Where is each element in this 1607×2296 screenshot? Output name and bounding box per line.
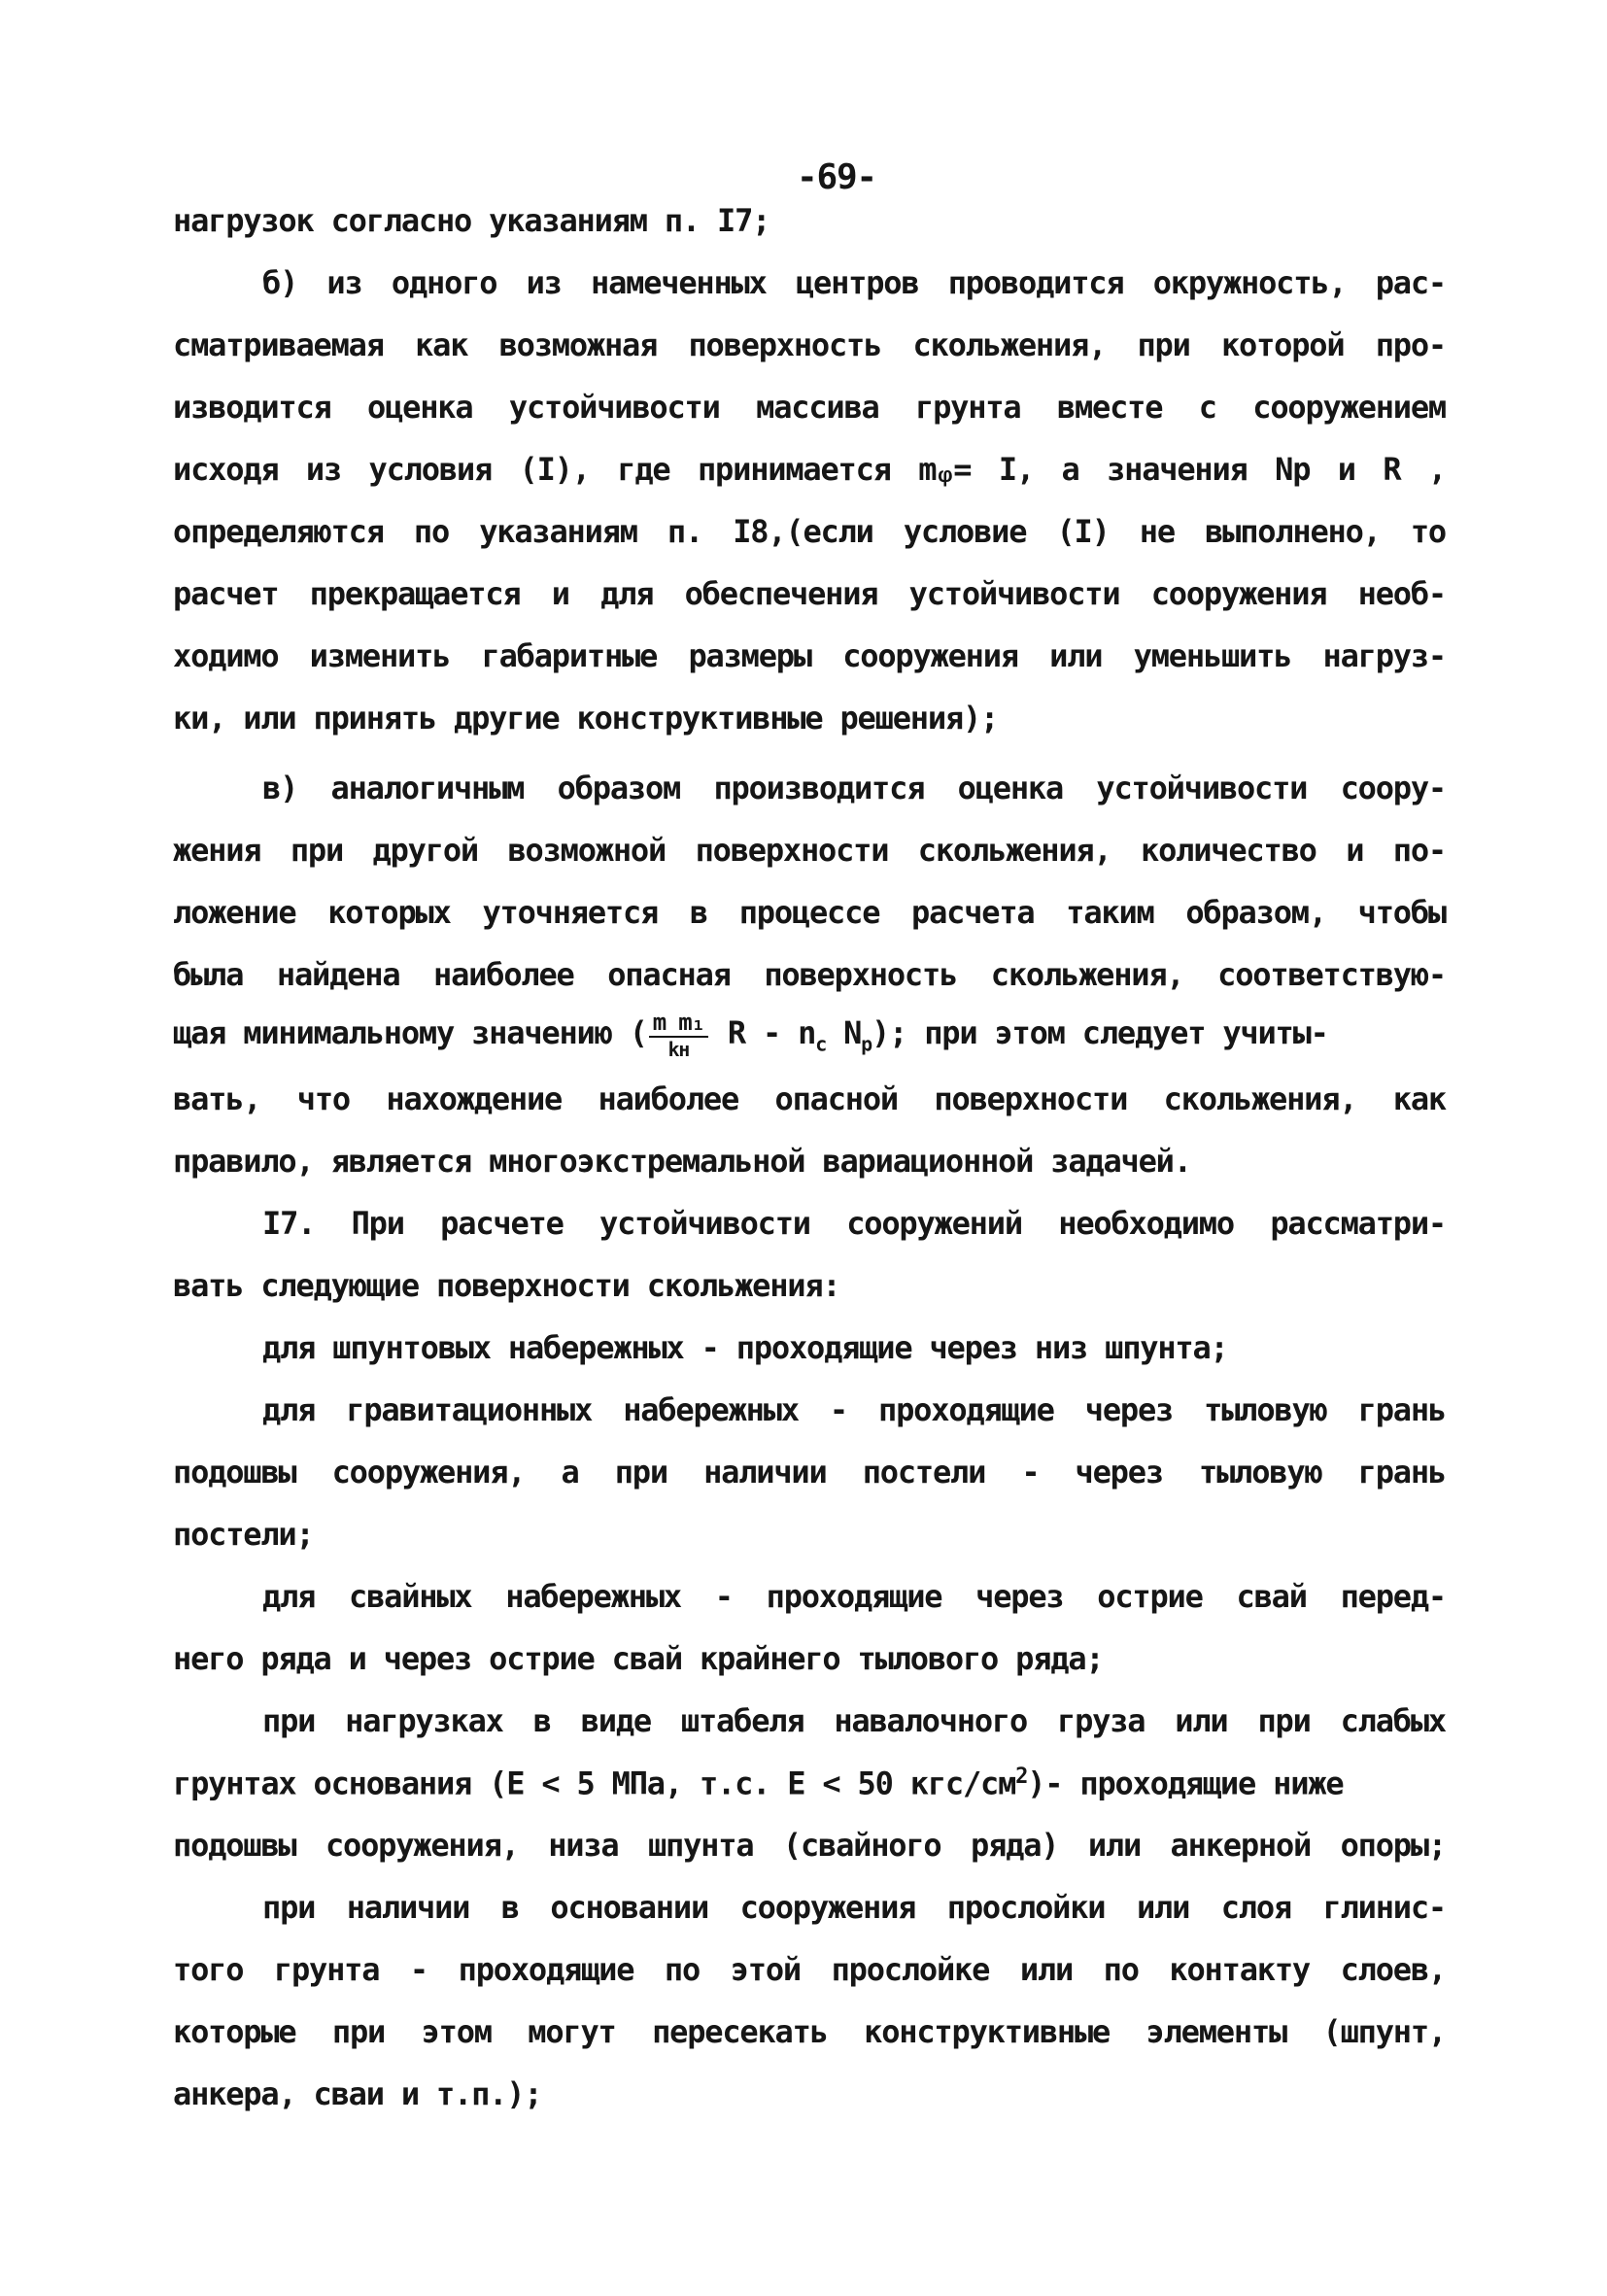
formula-text: R - n — [709, 1014, 816, 1051]
formula-text: N — [826, 1014, 862, 1051]
text-line: которые при этом могут пересекать конструктивные элементы (шпунт, — [173, 2013, 1446, 2050]
text-line: для гравитационных набережных - проходящие через тыловую грань — [262, 1391, 1446, 1428]
text-line: того грунта - проходящие по этой прослойке или по контакту слоев, — [173, 1951, 1446, 1988]
text-line: постели; — [173, 1516, 314, 1553]
text-line — [173, 1765, 1446, 1802]
text-line: исходя из условия (I), где принимается mᵩ= I, а значения Np и R , — [173, 451, 1446, 488]
text-line: б) из одного из намеченных центров проводится окружность, рас- — [262, 264, 1446, 301]
text-line: него ряда и через острие свай крайнего тылового ряда; — [173, 1640, 1104, 1677]
text-line: в) аналогичным образом производится оценка устойчивости соору- — [262, 770, 1446, 806]
text-line: нагрузок согласно указаниям п. I7; — [173, 202, 770, 239]
text-line: вать, что нахождение наиболее опасной поверхности скольжения, как — [173, 1080, 1446, 1117]
text-segment: щая минимальному значению ( — [173, 1014, 647, 1051]
text-line: была найдена наиболее опасная поверхность скольжения, соответствую- — [173, 956, 1446, 993]
text-segment: грунтах основания (E < 5 МПа, т.с. E < 50 кгс/см — [173, 1765, 1016, 1802]
formula-fraction — [649, 1011, 708, 1059]
text-line: изводится оценка устойчивости массива грунта вместе с сооружением — [173, 389, 1446, 426]
text-line: для свайных набережных - проходящие через острие свай перед- — [262, 1578, 1446, 1615]
text-line: вать следующие поверхности скольжения: — [173, 1267, 840, 1304]
text-line: I7. При расчете устойчивости сооружений необходимо рассматри- — [262, 1205, 1446, 1242]
text-line: при наличии в основании сооружения прослойки или слоя глинис- — [262, 1889, 1446, 1926]
superscript: 2 — [1015, 1765, 1028, 1789]
text-line: подошвы сооружения, низа шпунта (свайного ряда) или анкерной опоры; — [173, 1827, 1446, 1864]
subscript: c — [815, 1032, 827, 1056]
subscript: p — [861, 1032, 872, 1056]
text-line: при нагрузках в виде штабеля навалочного груза или при слабых — [262, 1702, 1446, 1739]
text-line: для шпунтовых набережных - проходящие через низ шпунта; — [262, 1329, 1228, 1366]
text-line: расчет прекращается и для обеспечения устойчивости сооружения необ- — [173, 575, 1446, 612]
text-line: анкера, сваи и т.п.); — [173, 2075, 542, 2112]
text-line: ходимо изменить габаритные размеры сооружения или уменьшить нагруз- — [173, 637, 1446, 674]
page-number: -69- — [797, 157, 876, 197]
text-line: определяются по указаниям п. I8,(если условие (I) не выполнено, то — [173, 513, 1446, 550]
text-line: подошвы сооружения, а при наличии постели - через тыловую грань — [173, 1454, 1446, 1491]
formula-line — [173, 1011, 1446, 1059]
fraction-denominator: kн — [667, 1038, 690, 1061]
text-line: ложение которых уточняется в процессе расчета таким образом, чтобы — [173, 894, 1446, 931]
text-line: правило, является многоэкстремальной вариационной задачей. — [173, 1143, 1191, 1180]
text-segment: )- проходящие ниже — [1027, 1765, 1344, 1802]
fraction-numerator: m m₁ — [649, 1011, 708, 1038]
text-line: ки, или принять другие конструктивные решения); — [173, 700, 999, 737]
text-line: сматриваемая как возможная поверхность скольжения, при которой про- — [173, 326, 1446, 363]
formula-text: ); при этом следует учиты- — [872, 1014, 1328, 1051]
text-line: жения при другой возможной поверхности скольжения, количество и по- — [173, 832, 1446, 869]
